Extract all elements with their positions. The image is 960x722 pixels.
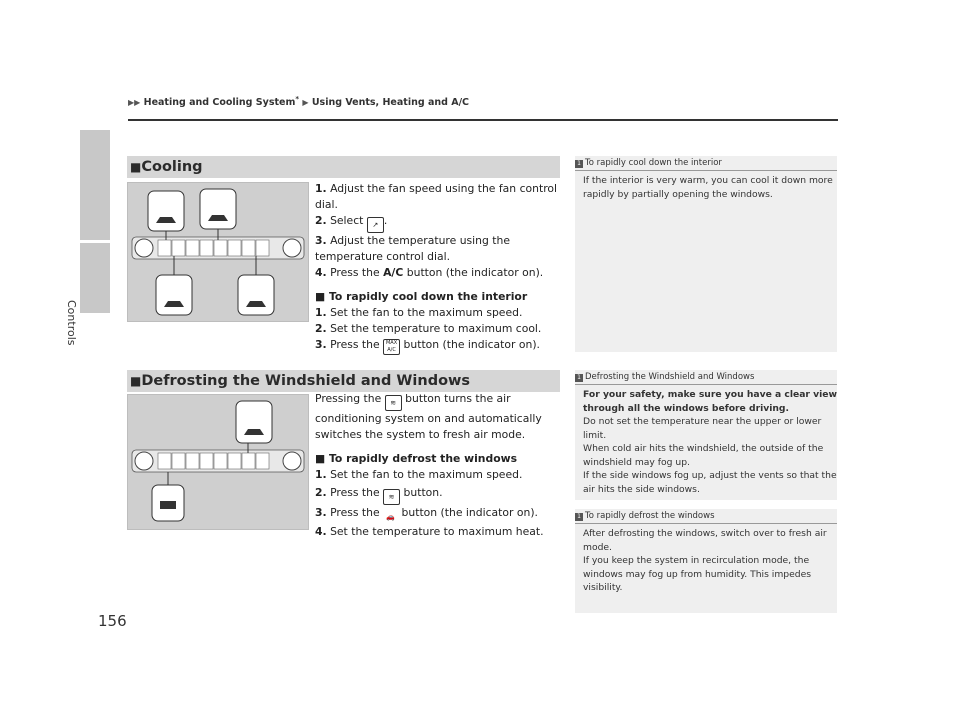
- cooling-heading: ■Cooling: [127, 156, 560, 178]
- breadcrumb: [128, 95, 469, 108]
- climate-panel-illustration: [128, 183, 308, 321]
- side-tab-lower: [80, 243, 110, 313]
- chevron-right-icon: ▶: [302, 98, 309, 108]
- front-defrost-icon: ≋: [385, 395, 402, 411]
- cool-sub-heading: To rapidly cool down the interior: [328, 290, 528, 303]
- front-defrost-icon: ≋: [383, 489, 400, 505]
- defrost-heading: ■Defrosting the Windshield and Windows: [127, 370, 560, 392]
- defrost-panel-illustration: [128, 395, 308, 529]
- defrost-sub-heading: To rapidly defrost the windows: [328, 452, 518, 465]
- defrost-figure: [127, 394, 309, 530]
- note-rapid-defrost: 1 To rapidly defrost the windows After defrosting the windows, switch over to fresh air mode. If you keep the system in recirculation mode, the windows may fog up from humidity. This impedes visibility.: [575, 509, 837, 613]
- page-number: 156: [98, 612, 127, 630]
- note-rapid-cool: 1 To rapidly cool down the interior If the interior is very warm, you can cool it down more rapidly by partially opening the windows.: [575, 156, 837, 352]
- side-tab: [80, 130, 110, 240]
- note-marker-icon: 1: [575, 513, 583, 521]
- cooling-steps: 1. Adjust the fan speed using the fan control dial. 2. Select ↗ . 3. Adjust the temperature using the temperature control dial. 4. Press the A/C button (the indicator on). ■ To rapidly cool down the interior 1. Set the fan to the maximum speed. 2. Set the temperature to maximum cool. 3. Press the MAX A/C button (the indicator on).: [315, 182, 558, 353]
- cool-step-1: Adjust the fan speed using the fan control dial.: [315, 182, 558, 211]
- chevron-right-icon: ▶▶: [128, 98, 141, 108]
- fresh-air-icon: 🚗: [386, 513, 395, 521]
- note-marker-icon: 1: [575, 160, 583, 168]
- max-ac-icon: MAX A/C: [383, 339, 400, 355]
- breadcrumb-part1[interactable]: Heating and Cooling System: [143, 97, 296, 109]
- breadcrumb-star: *: [295, 95, 300, 103]
- cooling-heading-text: Cooling: [141, 159, 203, 175]
- note-defrost: 1 Defrosting the Windshield and Windows For your safety, make sure you have a clear view through all the windows before driving. Do not set the temperature near the upper or lower limit. When cold air hits the windshield, the outside of the windshield may fog up. If the side windows fog up, adjust the vents so that the air hits the side windows.: [575, 370, 837, 500]
- defrost-heading-text: Defrosting the Windshield and Windows: [141, 373, 471, 389]
- side-label: Controls: [65, 300, 78, 346]
- auto-vent-icon: ↗: [367, 217, 384, 233]
- breadcrumb-part2[interactable]: Using Vents, Heating and A/C: [311, 97, 470, 109]
- cooling-figure: [127, 182, 309, 322]
- defrost-steps: Pressing the ≋ button turns the air conditioning system on and automatically switches the system to fresh air mode. ■ To rapidly defrost the windows 1. Set the fan to the maximum speed. 2. Press the ≋ button. 3. Press the 🚗 button (the indicator on). 4. Set the temperature to maximum heat.: [315, 392, 544, 538]
- note-marker-icon: 1: [575, 374, 583, 382]
- header-rule: [128, 119, 838, 121]
